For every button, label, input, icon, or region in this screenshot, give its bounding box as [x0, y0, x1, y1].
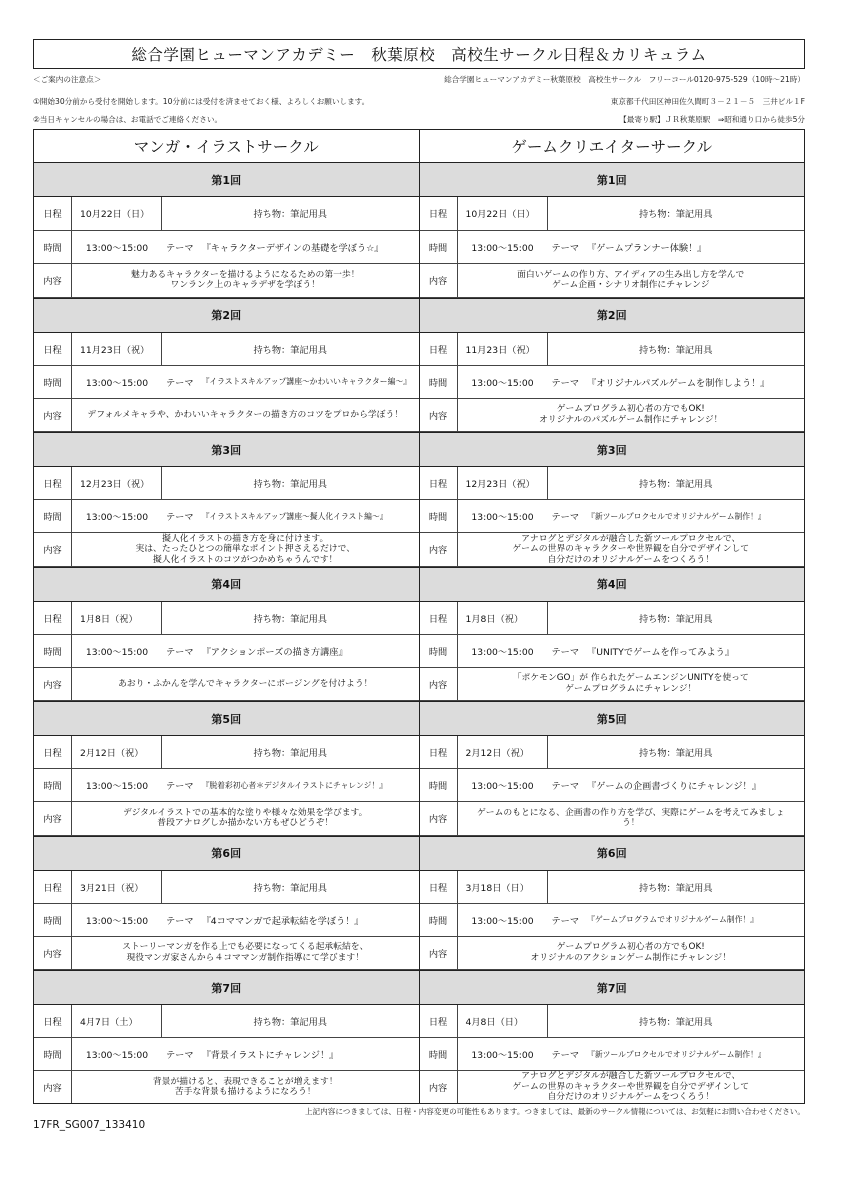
- date-label: 日程: [34, 1005, 72, 1037]
- date-label: 日程: [34, 602, 72, 634]
- theme-label: テーマ: [551, 242, 580, 254]
- date-label: 日程: [420, 736, 458, 768]
- content-value: 面白いゲームの作り方、アイディアの生み出し方を学んで ゲーム企画・シナリオ制作にチャレンジ: [517, 269, 745, 291]
- items-value: 持ち物：筆記用具: [253, 748, 327, 760]
- content-row: [420, 937, 805, 970]
- time-value: 13:00〜15:00: [85, 646, 149, 658]
- date-value: 3月18日（日）: [458, 871, 548, 903]
- date-row: [420, 197, 805, 231]
- content-label: 内容: [420, 937, 458, 969]
- theme-value: 『4コママンガで起承転結を学ぼう！』: [201, 915, 364, 927]
- date-value: 10月22日（日）: [458, 197, 548, 230]
- theme-label: テーマ: [551, 377, 580, 389]
- content-row: [420, 668, 805, 701]
- round-block: [420, 298, 805, 433]
- theme-cell: [548, 231, 805, 264]
- time-row: [34, 904, 419, 937]
- round-block: [420, 970, 805, 1103]
- time-value: 13:00〜15:00: [85, 377, 149, 389]
- round-header: 第1回: [34, 163, 419, 197]
- theme-value: 『イラストスキルアップ講座〜擬人化イラスト編〜』: [201, 511, 388, 521]
- notice-2: ②当日キャンセルの場合は、お電話でご連絡ください。: [33, 115, 223, 124]
- content-row: [34, 1071, 419, 1103]
- content-value: アナログとデジタルが融合した新ツールプロクセルで、 ゲームの世界のキャラクターや世界観を自分でデザインして 自分だけのオリジナルゲームをつくろう！: [512, 1071, 750, 1103]
- content-label: 内容: [34, 264, 72, 297]
- content-label: 内容: [34, 1071, 72, 1103]
- round-block: [34, 970, 419, 1103]
- date-value: 11月23日（祝）: [72, 333, 162, 365]
- content-label: 内容: [420, 264, 458, 297]
- theme-cell: [548, 366, 805, 398]
- date-row: [420, 871, 805, 904]
- column-title: ゲームクリエイターサークル: [420, 130, 805, 163]
- time-label: 時間: [34, 635, 72, 667]
- theme-label: テーマ: [166, 242, 194, 254]
- manga-column: [34, 130, 419, 1103]
- content-label: 内容: [420, 668, 458, 700]
- page-title: 総合学園ヒューマンアカデミー 秋葉原校 高校生サークル日程＆カリキュラム: [33, 39, 805, 69]
- round-header: 第4回: [420, 567, 805, 602]
- theme-cell: [162, 769, 419, 801]
- round-header: 第6回: [420, 836, 805, 871]
- content-row: [34, 937, 419, 970]
- round-block: [34, 701, 419, 836]
- content-label: 内容: [34, 802, 72, 834]
- content-label: 内容: [34, 668, 72, 700]
- items-value: 持ち物：筆記用具: [639, 479, 713, 491]
- theme-label: テーマ: [166, 781, 194, 793]
- content-value: デジタルイラストでの基本的な塗りや様々な効果を学びます。 普段アナログしか描かない方もぜひどうぞ！: [123, 807, 368, 829]
- time-label: 時間: [420, 904, 458, 936]
- date-label: 日程: [420, 333, 458, 365]
- date-value: 10月22日（日）: [72, 197, 162, 230]
- theme-value: 『イラストスキルアップ講座〜かわいいキャラクター編〜』: [201, 377, 411, 387]
- items-value: 持ち物：筆記用具: [639, 209, 713, 221]
- footer-note: 上記内容につきましては、日程・内容変更の可能性もあります。つきましては、最新のサークル情報については、お気軽にお問い合わせください。: [304, 1107, 805, 1116]
- round-header: 第3回: [420, 432, 805, 467]
- time-value: 13:00〜15:00: [471, 242, 534, 254]
- items-value: 持ち物：筆記用具: [639, 882, 713, 894]
- content-label: 内容: [34, 937, 72, 969]
- round-header: 第4回: [34, 567, 419, 602]
- items-value: 持ち物：筆記用具: [253, 1017, 327, 1028]
- theme-label: テーマ: [166, 1050, 194, 1061]
- time-value: 13:00〜15:00: [471, 781, 534, 793]
- content-row: [420, 802, 805, 835]
- date-row: [34, 1005, 419, 1038]
- content-label: 内容: [420, 533, 458, 565]
- time-value: 13:00〜15:00: [471, 915, 534, 927]
- content-value: ゲームのもとになる、企画書の作り方を学び、実際にゲームを考えてみましょ う！: [476, 807, 785, 829]
- time-value: 13:00〜15:00: [85, 781, 149, 793]
- date-row: [420, 602, 805, 635]
- theme-cell: [162, 1038, 419, 1070]
- date-label: 日程: [34, 736, 72, 768]
- theme-cell: [162, 904, 419, 936]
- date-row: [420, 1005, 805, 1038]
- time-row: [34, 769, 419, 802]
- theme-value: 『背景イラストにチャレンジ！』: [201, 1050, 339, 1061]
- time-row: [34, 231, 419, 265]
- round-block: [34, 836, 419, 971]
- time-row: [420, 1038, 805, 1071]
- round-block: [420, 163, 805, 298]
- content-label: 内容: [34, 399, 72, 431]
- time-label: 時間: [34, 366, 72, 398]
- content-value: ゲームプログラム初心者の方でもOK! オリジナルのパズルゲーム制作にチャレンジ！: [539, 404, 723, 425]
- content-value: 魅力あるキャラクターを描けるようになるための第一歩！ ワンランク上のキャラデザを学ぼう！: [130, 269, 360, 291]
- content-value: ストーリーマンガを作る上でも必要になってくる起承転結を、 現役マンガ家さんから４コママンガ制作指導にて学びます！: [122, 942, 369, 963]
- time-label: 時間: [34, 500, 72, 532]
- theme-label: テーマ: [551, 915, 580, 927]
- theme-cell: [548, 769, 805, 801]
- content-label: 内容: [420, 1071, 458, 1103]
- content-label: 内容: [420, 399, 458, 431]
- content-row: [420, 533, 805, 566]
- time-label: 時間: [34, 1038, 72, 1070]
- content-value: あおり・ふかんを学んでキャラクターにポージングを付けよう！: [118, 678, 373, 689]
- date-row: [420, 467, 805, 500]
- date-row: [34, 467, 419, 500]
- date-value: 2月12日（祝）: [458, 736, 548, 768]
- theme-label: テーマ: [166, 646, 194, 658]
- notice-heading: ＜ご案内の注意点＞: [33, 75, 102, 84]
- date-row: [34, 736, 419, 769]
- round-header: 第2回: [34, 298, 419, 333]
- time-label: 時間: [34, 904, 72, 936]
- time-value: 13:00〜15:00: [85, 915, 149, 927]
- theme-value: 『ゲームプランナー体験！』: [587, 242, 707, 254]
- round-header: 第5回: [420, 701, 805, 736]
- date-label: 日程: [34, 871, 72, 903]
- time-value: 13:00〜15:00: [471, 377, 534, 389]
- items-value: 持ち物：筆記用具: [253, 209, 327, 221]
- time-row: [34, 635, 419, 668]
- round-block: [34, 163, 419, 298]
- content-value: アナログとデジタルが融合した新ツールプロクセルで、 ゲームの世界のキャラクターや世界観を自分でデザインして 自分だけのオリジナルゲームをつくろう！: [512, 533, 750, 565]
- date-label: 日程: [420, 871, 458, 903]
- time-label: 時間: [34, 769, 72, 801]
- date-value: 4月7日（土）: [72, 1005, 162, 1037]
- time-label: 時間: [420, 1038, 458, 1070]
- schedule-table: [33, 129, 805, 1104]
- date-label: 日程: [420, 1005, 458, 1037]
- station-info: 【最寄り駅】ＪＲ秋葉原駅 ⇒昭和通り口から徒歩5分: [619, 115, 805, 124]
- content-value: 擬人化イラストの描き方を身に付けます。 実は、たったひとつの簡単なポイント押さえるだけで、 擬人化イラストのコツがつかめちゃうんです！: [135, 533, 356, 565]
- time-row: [420, 231, 805, 265]
- date-value: 2月12日（祝）: [72, 736, 162, 768]
- date-value: 4月8日（日）: [458, 1005, 548, 1037]
- content-value: 背景が描けると、表現できることが増えます！ 苦手な背景も描けるようになろう！: [152, 1076, 338, 1097]
- theme-label: テーマ: [551, 646, 580, 658]
- theme-value: 『新ツールプロクセルでオリジナルゲーム制作！』: [587, 511, 766, 521]
- theme-label: テーマ: [551, 512, 580, 524]
- date-value: 1月8日（祝）: [458, 602, 548, 634]
- date-label: 日程: [420, 197, 458, 230]
- round-block: [420, 567, 805, 702]
- time-label: 時間: [420, 366, 458, 398]
- round-header: 第1回: [420, 163, 805, 197]
- date-value: 12月23日（祝）: [72, 467, 162, 499]
- date-row: [34, 333, 419, 366]
- theme-value: 『脱着彩初心者＊デジタルイラストにチャレンジ！』: [201, 780, 387, 790]
- time-value: 13:00〜15:00: [471, 646, 534, 658]
- theme-value: 『キャラクターデザインの基礎を学ぼう☆』: [201, 242, 384, 254]
- date-label: 日程: [34, 197, 72, 230]
- date-row: [34, 602, 419, 635]
- theme-cell: [162, 231, 419, 264]
- date-value: 1月8日（祝）: [72, 602, 162, 634]
- date-value: 3月21日（祝）: [72, 871, 162, 903]
- content-row: [420, 399, 805, 432]
- time-row: [420, 769, 805, 802]
- date-row: [420, 736, 805, 769]
- date-label: 日程: [34, 333, 72, 365]
- content-row: [34, 399, 419, 432]
- theme-cell: [162, 500, 419, 532]
- items-value: 持ち物：筆記用具: [253, 344, 327, 356]
- theme-cell: [548, 635, 805, 667]
- time-row: [420, 635, 805, 668]
- date-label: 日程: [420, 467, 458, 499]
- theme-label: テーマ: [551, 781, 580, 793]
- items-value: 持ち物：筆記用具: [253, 613, 327, 625]
- theme-label: テーマ: [166, 377, 194, 389]
- theme-value: 『ゲームの企画書づくりにチャレンジ！』: [587, 781, 761, 793]
- round-block: [34, 432, 419, 567]
- theme-value: 『オリジナルパズルゲームを制作しよう！』: [587, 377, 770, 389]
- items-value: 持ち物：筆記用具: [253, 882, 327, 894]
- address-info: 東京都千代田区神田佐久間町３－２１－５ 三井ビル１F: [610, 97, 805, 106]
- game-column: [419, 130, 805, 1103]
- round-header: 第6回: [34, 836, 419, 871]
- time-value: 13:00〜15:00: [85, 512, 149, 524]
- round-block: [420, 701, 805, 836]
- contact-info: 総合学園ヒューマンアカデミー秋葉原校 高校生サークル フリーコール0120-975-529（10時〜21時）: [444, 75, 805, 84]
- round-block: [420, 836, 805, 971]
- time-row: [34, 1038, 419, 1071]
- date-label: 日程: [34, 467, 72, 499]
- date-row: [34, 871, 419, 904]
- content-value: デフォルメキャラや、かわいいキャラクターの描き方のコツをプロから学ぼう！: [87, 409, 404, 420]
- theme-value: 『ゲームプログラムでオリジナルゲーム制作！』: [587, 915, 758, 925]
- time-label: 時間: [420, 231, 458, 264]
- round-header: 第3回: [34, 432, 419, 467]
- date-label: 日程: [420, 602, 458, 634]
- content-label: 内容: [420, 802, 458, 834]
- items-value: 持ち物：筆記用具: [639, 344, 713, 356]
- date-row: [34, 197, 419, 231]
- content-row: [420, 264, 805, 298]
- round-block: [34, 298, 419, 433]
- time-value: 13:00〜15:00: [85, 242, 149, 254]
- date-value: 12月23日（祝）: [458, 467, 548, 499]
- items-value: 持ち物：筆記用具: [639, 1017, 713, 1028]
- theme-label: テーマ: [551, 1050, 580, 1061]
- theme-cell: [162, 635, 419, 667]
- content-value: 「ポケモンGO」が 作られたゲームエンジンUNITYを使って ゲームプログラムにチャレンジ！: [512, 673, 749, 694]
- time-value: 13:00〜15:00: [85, 1050, 149, 1061]
- time-label: 時間: [420, 500, 458, 532]
- theme-value: 『新ツールプロクセルでオリジナルゲーム制作！』: [587, 1049, 766, 1059]
- items-value: 持ち物：筆記用具: [253, 479, 327, 491]
- round-header: 第5回: [34, 701, 419, 736]
- time-label: 時間: [420, 635, 458, 667]
- content-row: [34, 668, 419, 701]
- theme-label: テーマ: [166, 512, 194, 524]
- time-value: 13:00〜15:00: [471, 1050, 534, 1061]
- column-title: マンガ・イラストサークル: [34, 130, 419, 163]
- theme-cell: [162, 366, 419, 398]
- time-row: [420, 366, 805, 399]
- time-row: [34, 500, 419, 533]
- time-row: [420, 904, 805, 937]
- notice-1: ①開始30分前から受付を開始します。10分前には受付を済ませておく様、よろしくお願いします。: [33, 97, 370, 106]
- round-header: 第7回: [420, 970, 805, 1005]
- round-header: 第2回: [420, 298, 805, 333]
- time-label: 時間: [420, 769, 458, 801]
- round-block: [34, 567, 419, 702]
- round-header: 第7回: [34, 970, 419, 1005]
- time-row: [34, 366, 419, 399]
- content-row: [420, 1071, 805, 1103]
- document-code: 17FR_SG007_133410: [33, 1119, 146, 1131]
- date-value: 11月23日（祝）: [458, 333, 548, 365]
- content-row: [34, 264, 419, 298]
- time-label: 時間: [34, 231, 72, 264]
- theme-cell: [548, 904, 805, 936]
- content-value: ゲームプログラム初心者の方でもOK! オリジナルのアクションゲーム制作にチャレンジ！: [530, 942, 732, 963]
- theme-value: 『アクションポーズの描き方講座』: [201, 646, 348, 658]
- content-row: [34, 533, 419, 566]
- content-label: 内容: [34, 533, 72, 565]
- time-value: 13:00〜15:00: [471, 512, 534, 524]
- time-row: [420, 500, 805, 533]
- content-row: [34, 802, 419, 835]
- round-block: [420, 432, 805, 567]
- theme-cell: [548, 1038, 805, 1070]
- items-value: 持ち物：筆記用具: [639, 613, 713, 625]
- theme-value: 『UNITYでゲームを作ってみよう』: [587, 646, 735, 658]
- date-row: [420, 333, 805, 366]
- theme-label: テーマ: [166, 915, 194, 927]
- theme-cell: [548, 500, 805, 532]
- items-value: 持ち物：筆記用具: [639, 748, 713, 760]
